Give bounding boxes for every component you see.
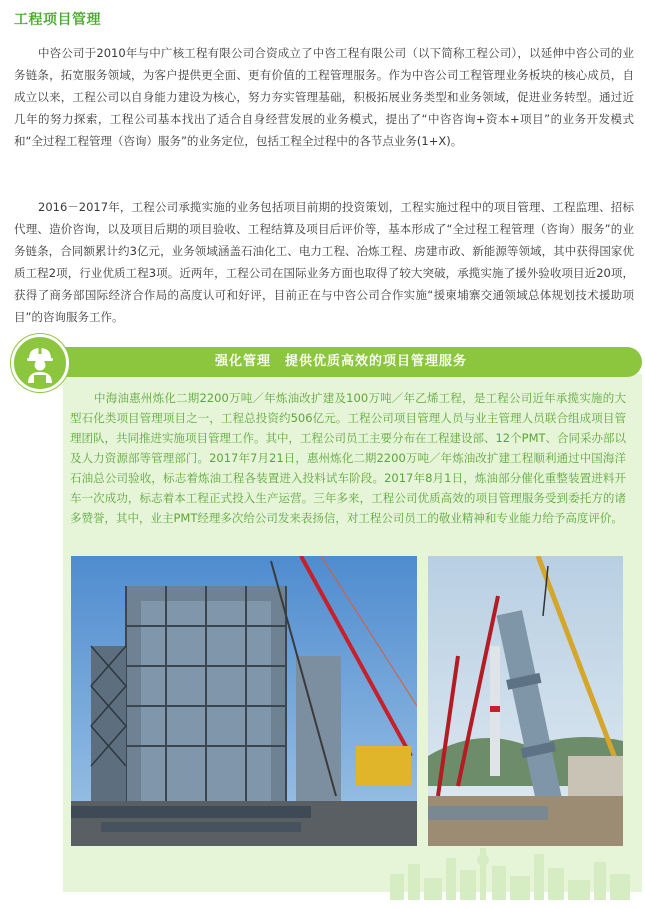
highlight-banner: 强化管理 提供优质高效的项目管理服务 (40, 347, 642, 377)
intro-paragraph: 中咨公司于2010年与中广核工程有限公司合资成立了中咨工程有限公司（以下简称工程公司），以延伸中咨公司的业务链条，拓宽服务领域，为客户提供更全面、更有价值的工程管理服务。作为中咨公司工程管理业务板块的核心成员，自成立以来，工程公司以自身能力建设为核心，努力夯实管理基础，积极拓展业务类型和业务领域，促进业务转型。通过近几年的努力探索，工程公司基本找出了适合自身经营发展的业务模式，提出了“中咨咨询+资本+项目”的业务开发模式和“全过程工程管理（咨询）服务”的业务定位，包括工程全过程中的各节点业务(1+X)。 (14, 46, 634, 148)
skyline-decoration (380, 840, 642, 900)
highlight-text: 中海油惠州炼化二期2200万吨／年炼油改扩建及100万吨／年乙烯工程，是工程公司近年承揽实施的大型石化类项目管理项目之一，工程总投资约506亿元。工程公司项目管理人员与业主管理人员联合组成项目管理团队，共同推进实施项目管理工作。其中，工程公司员工主要分布在工程建设部、12个PMT、合同采办部以及人力资源部等管理部门。2017年7月21日，惠州炼化二期2200万吨／年炼油改扩建工程顺利通过中国海洋石油总公司验收，标志着炼油工程各装置进入投料试车阶段。2017年8月1日，炼油部分催化重整装置进料开车一次成功，标志着本工程正式投入生产运营。三年多来，工程公司优质高效的项目管理服务受到委托方的诸多赞誉，其中，业主PMT经理多次给公司发来表扬信，对工程公司员工的敬业精神和专业能力给予高度评价。 (70, 391, 627, 525)
badge (11, 334, 69, 392)
construction-photo-column-lift (428, 556, 623, 846)
construction-photo-steel-frame (71, 556, 417, 846)
business-paragraph: 2016－2017年，工程公司承揽实施的业务包括项目前期的投资策划，工程实施过程中的项目管理、工程监理、招标代理、造价咨询，以及项目后期的项目验收、工程结算及项目后评价等，基本形成了“全过程工程管理（咨询）服务”的业务链条，合同额累计约3亿元，业务领域涵盖石油化工、电力工程、冶炼工程、房建市政、新能源等领域，其中获得国家优质工程2项，行业优质工程3项。近两年，工程公司在国际业务方面也取得了较大突破，承揽实施了援外验收项目近20项，获得了商务部国际经济合作局的高度认可和好评，目前正在与中咨公司合作实施“援柬埔寨交通领域总体规划技术援助项目”的咨询服务工作。 (14, 200, 634, 324)
page-title: 工程项目管理 (14, 12, 101, 28)
worker-helmet-icon (14, 337, 66, 389)
